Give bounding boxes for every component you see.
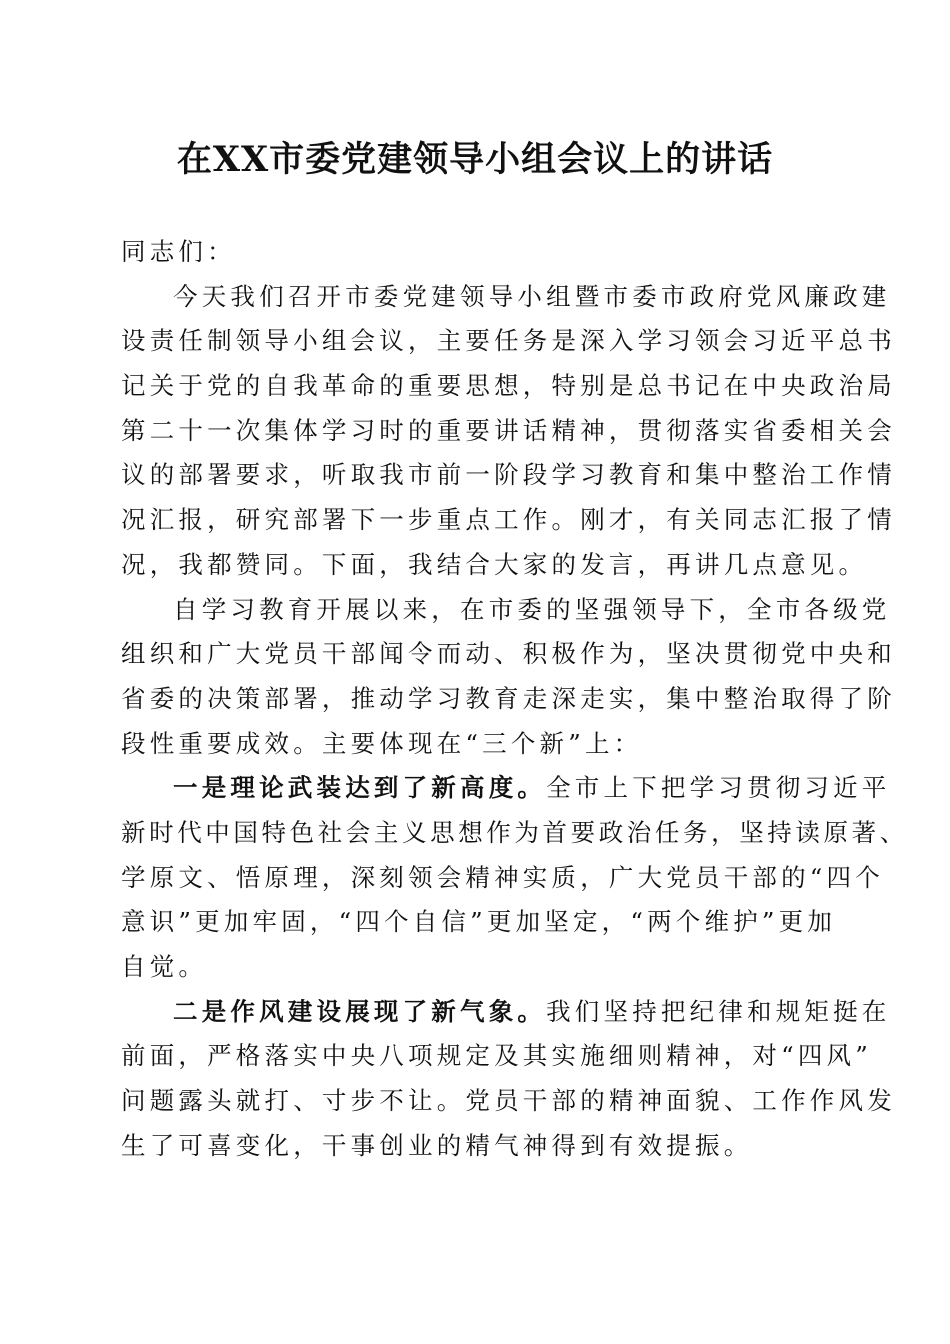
paragraph-line: 前面，严格落实中央八项规定及其实施细则精神，对“四风”	[121, 1041, 872, 1071]
paragraph-line: 省委的决策部署，推动学习教育走深走实，集中整治取得了阶	[121, 683, 896, 713]
salutation: 同志们：	[121, 237, 236, 266]
paragraph-first-rest: 我们坚持把纪律和规矩挺在	[546, 996, 891, 1026]
paragraph-line: 问题露头就打、寸步不让。党员干部的精神面貌、工作作风发	[121, 1086, 896, 1116]
paragraph-line: 自学习教育开展以来，在市委的坚强领导下，全市各级党	[173, 594, 891, 624]
paragraph-first-line	[121, 990, 891, 1035]
paragraph-line: 组织和广大党员干部闻令而动、积极作为，坚决贯彻党中央和	[121, 639, 896, 669]
paragraph-3	[121, 766, 908, 989]
paragraph-line: 况汇报，研究部署下一步重点工作。刚才，有关同志汇报了情	[121, 505, 896, 535]
paragraph-1	[121, 275, 896, 588]
paragraph-lead: 二是作风建设展现了新气象。	[173, 996, 547, 1026]
paragraph-line: 自觉。	[121, 952, 208, 981]
paragraph-first-line	[121, 766, 891, 811]
paragraph-first-rest: 全市上下把学习贯彻习近平	[546, 773, 891, 803]
paragraph-line: 第二十一次集体学习时的重要讲话精神，贯彻落实省委相关会	[121, 415, 896, 445]
paragraph-4	[121, 990, 896, 1169]
paragraph-line: 新时代中国特色社会主义思想作为首要政治任务，坚持读原著、	[121, 817, 908, 847]
paragraph-line: 议的部署要求，听取我市前一阶段学习教育和集中整治工作情	[121, 460, 896, 490]
document-title: 在XX市委党建领导小组会议上的讲话	[176, 139, 774, 180]
paragraph-line: 生了可喜变化，干事创业的精气神得到有效提振。	[121, 1130, 753, 1160]
paragraph-lead: 一是理论武装达到了新高度。	[173, 773, 547, 803]
paragraph-line: 今天我们召开市委党建领导小组暨市委市政府党风廉政建	[173, 281, 891, 311]
paragraph-2	[121, 588, 896, 767]
paragraph-line: 意识”更加牢固，“四个自信”更加坚定，“两个维护”更加	[121, 907, 837, 937]
paragraph-line: 设责任制领导小组会议，主要任务是深入学习领会习近平总书	[121, 326, 896, 356]
paragraph-line: 记关于党的自我革命的重要思想，特别是总书记在中央政治局	[121, 371, 896, 401]
paragraph-line: 况，我都赞同。下面，我结合大家的发言，再讲几点意见。	[121, 549, 868, 579]
paragraph-line: 段性重要成效。主要体现在“三个新”上：	[121, 728, 643, 758]
paragraph-line: 学原文、悟原理，深刻领会精神实质，广大党员干部的“四个	[121, 862, 884, 892]
document-body	[121, 230, 908, 1168]
